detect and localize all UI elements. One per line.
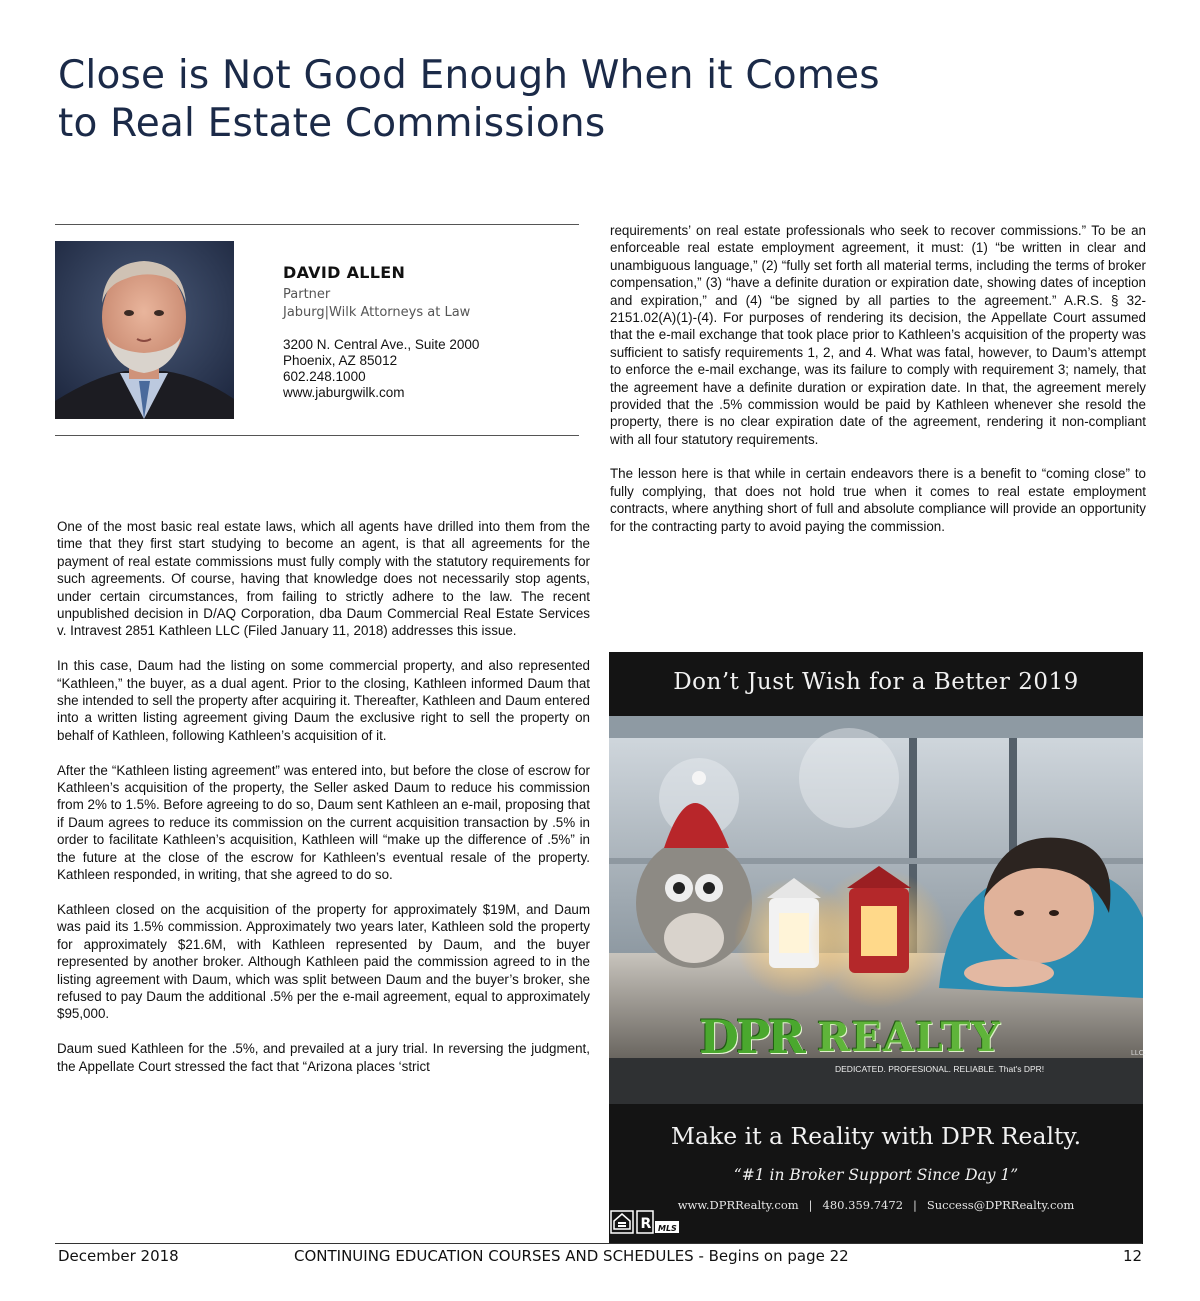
author-portrait-illustration [55, 241, 234, 419]
author-contact [283, 337, 573, 401]
dpr-realty-advertisement[interactable] [609, 652, 1146, 1244]
author-role: Partner [283, 287, 331, 302]
body-paragraph: One of the most basic real estate laws, which all agents have drilled into them from the time that they first start studying to become an agent, is that all agreements for the payment of real estate commissions must fully comply with the statutory requirements for such agreements. Of course, having that knowledge does not necessarily stop agents, under certain circumstances, from failing to strictly adhere to the law. The recent unpublished decision in D/AQ Corporation, dba Daum Commercial Real Estate Services v. Intravest 2851 Kathleen LLC (Filed January 11, 2018) addresses this issue. [57, 519, 590, 639]
ad-email-link[interactable]: Success@DPRRealty.com [926, 1198, 1075, 1212]
author-box-bottom-rule [55, 435, 579, 436]
footer-date: December 2018 [58, 1247, 179, 1265]
dpr-realty-logo [699, 1010, 1146, 1080]
equal-housing-icon [611, 1211, 633, 1233]
badge-mls-text: MLS [658, 1224, 677, 1233]
article-title [58, 52, 1058, 148]
author-photo [55, 241, 234, 419]
ad-website-link[interactable]: www.DPRRealty.com [677, 1198, 799, 1212]
body-paragraph: In this case, Daum had the listing on some commercial property, and also represented “Kathleen,” the buyer, as a dual agent. Prior to the closing, Kathleen informed Daum that she intended to sell the property after acquiring it. Thereafter, Kathleen and Daum entered into a written listing agreement giving Daum the exclusive right to sell the property on behalf of Kathleen, following Kathleen’s acquisition of it. [57, 658, 590, 743]
author-website-link[interactable]: www.jaburgwilk.com [283, 385, 405, 400]
ad-phone[interactable]: 480.359.7472 [822, 1198, 904, 1212]
author-address-line-2: Phoenix, AZ 85012 [283, 353, 398, 368]
ad-gray-band [609, 716, 1143, 738]
footer-rule [55, 1243, 1142, 1244]
ad-badges [611, 1209, 681, 1235]
logo-tagline: DEDICATED. PROFESIONAL. RELIABLE. That's DPR! [835, 1064, 1045, 1074]
article-body-right-column [610, 222, 1146, 552]
body-paragraph: Daum sued Kathleen for the .5%, and prevailed at a jury trial. In reversing the judgment, the Appellate Court stressed the fact that “Arizona places ‘strict [57, 1041, 590, 1074]
svg-text:R: R [640, 1216, 652, 1232]
ad-call-to-action: Make it a Reality with DPR Realty. [670, 1122, 1082, 1150]
realtor-icon [637, 1211, 653, 1233]
logo-realty-word: REALTY [817, 1014, 1001, 1061]
page-number: 12 [1123, 1247, 1143, 1265]
ad-separator: | [913, 1198, 917, 1212]
ad-headline: Don’t Just Wish for a Better 2019 [673, 669, 1079, 695]
logo-dpr-letters: DPR [699, 1010, 803, 1064]
author-address-line-1: 3200 N. Central Ave., Suite 2000 [283, 337, 480, 352]
body-paragraph: After the “Kathleen listing agreement” was entered into, but before the close of escrow for Kathleen’s acquisition of the property, the Seller asked Daum to reduce his commission from 2% to 1.5%. Before agreeing to do so, Daum sent Kathleen an e-mail, proposing that if Daum agrees to reduce its commission on the current acquisition transaction by .5% in order to facilitate Kathleen’s acquisition, Kathleen will “make up the difference of .5%” in the future at the close of the escrow for Kathleen’s eventual resale of the property. Kathleen responded, in writing, that she agreed to do so. [57, 762, 590, 883]
author-name: DAVID ALLEN [283, 263, 406, 282]
body-paragraph: Kathleen closed on the acquisition of the property for approximately $19M, and Daum was paid its 1.5% commission. Approximately two years later, Kathleen sold the property for approximately $21.6M, with Kathleen represented by Daum, and the buyer represented by another broker. Although Kathleen paid the commission agreed to in the listing agreement with Daum, which was split between Daum and the buyer’s broker, she refused to pay Daum the additional .5% per the e-mail agreement, equal to approximately $95,000. [57, 901, 590, 1022]
mls-icon [655, 1221, 679, 1233]
ad-separator: | [808, 1198, 813, 1212]
author-phone: 602.248.1000 [283, 369, 366, 384]
ad-slogan: “#1 in Broker Support Since Day 1” [733, 1166, 1019, 1184]
author-firm: Jaburg|Wilk Attorneys at Law [283, 305, 471, 320]
ad-contact-line [609, 1198, 1143, 1212]
body-paragraph: requirements’ on real estate professionals who seek to recover commissions.” To be an enforceable real estate employment agreement, it must: (1) “be written in clear and unambiguous language,” (2) “fully set forth all material terms, including the terms of broker compensation,” (3) “have a definite duration or expiration date, showing dates of inception and expiration,” and (4) “be signed by all parties to the agreement.” A.R.S. § 32-2151.02(A)(1)-(4). For purposes of rendering its decision, the Appellate Court assumed that the e-mail exchange that took place prior to Kathleen’s acquisition of the property was sufficient to satisfy requirements 1, 2, and 4. What was fatal, however, to Daum’s attempt to enforce the e-mail exchange, was its failure to comply with requirement 3; namely, that the agreement have a definite duration or expiration date. In that, the agreement merely provided that the .5% commission would be paid by Kathleen whenever she resold the property, there is no clear expiration date of the agreement, rendering it non-compliant with all four statutory requirements. [610, 223, 1146, 447]
article-body-left-column [57, 518, 590, 1092]
author-info [283, 263, 573, 401]
article-title-line-2: to Real Estate Commissions [58, 101, 606, 146]
body-paragraph: The lesson here is that while in certain endeavors there is a benefit to “coming close” to fully complying, that does not hold true when it comes to real estate employment contracts, where anything short of full and absolute compliance will provide an opportunity for the contracting party to avoid paying the commission. [610, 466, 1146, 534]
article-title-line-1: Close is Not Good Enough When it Comes [58, 53, 880, 98]
author-box-top-rule [55, 224, 579, 225]
footer-center-text: CONTINUING EDUCATION COURSES AND SCHEDULES - Begins on page 22 [294, 1247, 849, 1265]
logo-llc: LLC. [1131, 1050, 1146, 1057]
